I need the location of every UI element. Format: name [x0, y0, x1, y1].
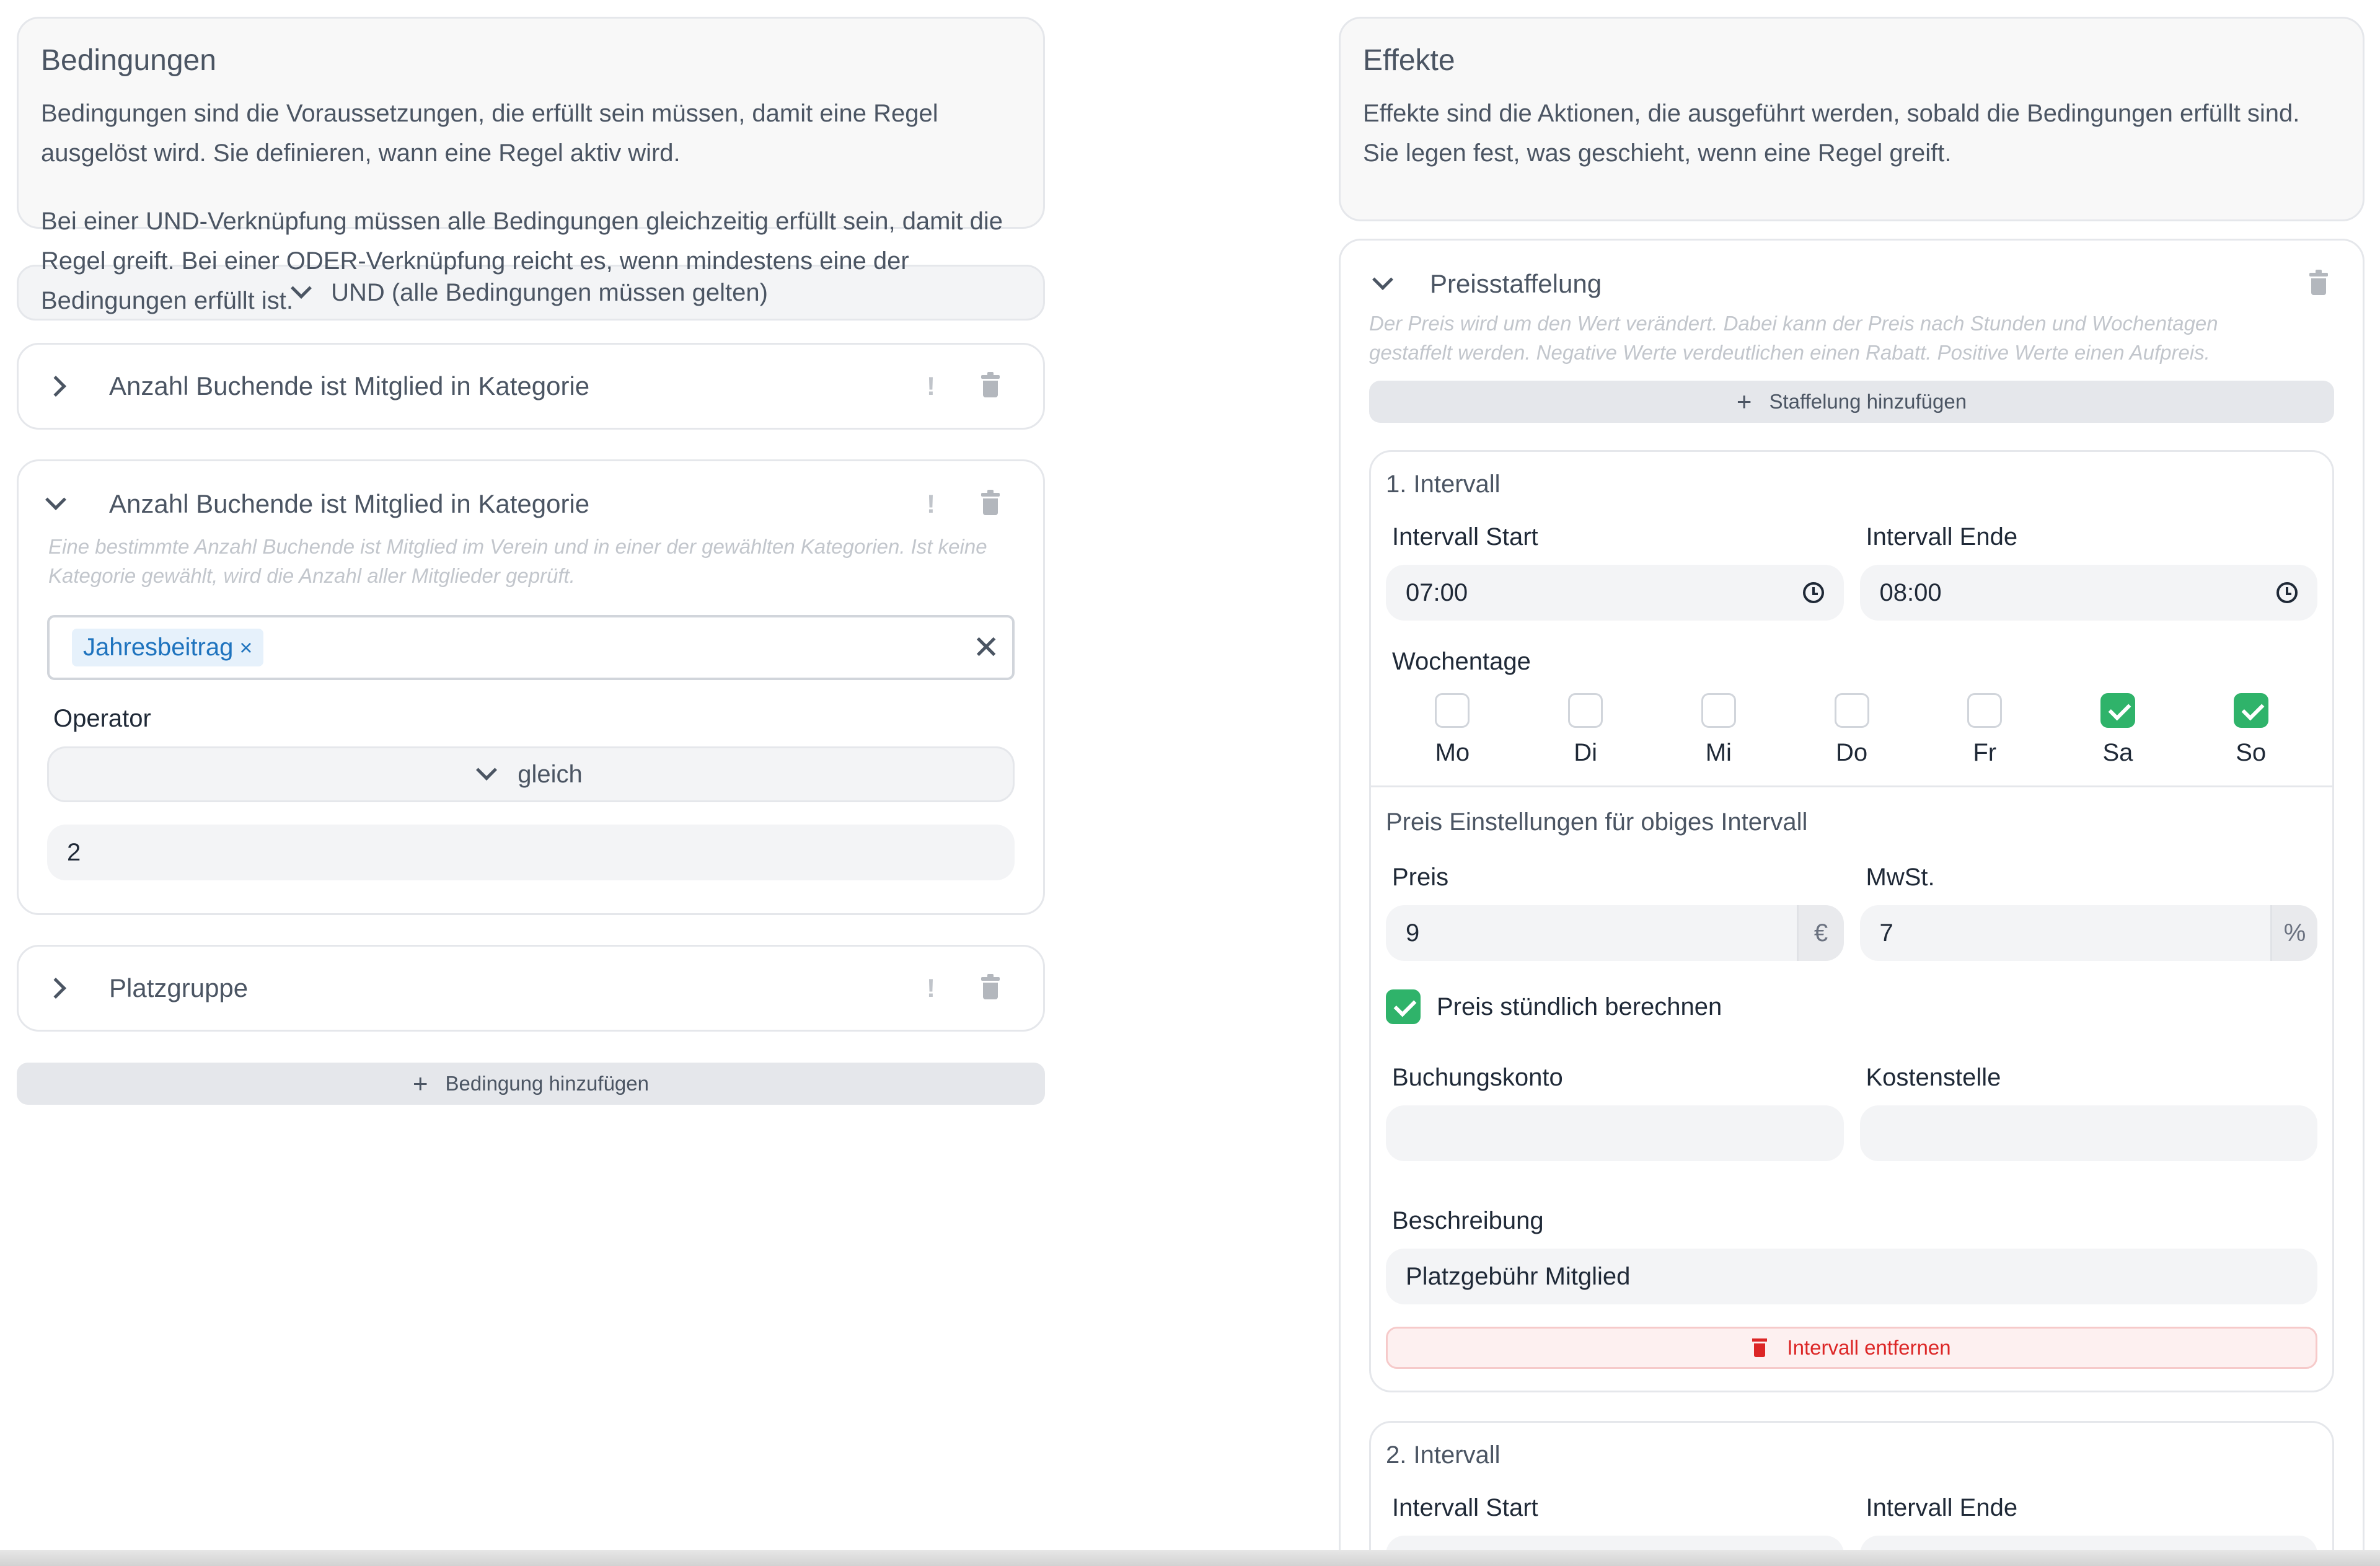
hourly-checkbox[interactable] — [1386, 989, 1421, 1024]
add-scaling-label: Staffelung hinzufügen — [1769, 390, 1967, 413]
effects-title: Effekte — [1363, 44, 1455, 77]
weekday-checkbox[interactable] — [1967, 693, 2002, 728]
account-input[interactable] — [1386, 1105, 1844, 1161]
vat-value: 7 — [1879, 919, 1893, 947]
condition-item — [17, 945, 1045, 1032]
condition-title: Anzahl Buchende ist Mitglied in Kategorie — [109, 371, 590, 400]
weekday-sa[interactable] — [2052, 693, 2185, 767]
close-icon[interactable]: ✕ — [972, 629, 1000, 666]
chevron-right-icon[interactable] — [45, 978, 66, 999]
interval-start-label: Intervall Start — [1392, 523, 1538, 551]
price-input[interactable] — [1386, 905, 1844, 961]
weekday-label: So — [2236, 739, 2267, 766]
weekdays-label: Wochentage — [1392, 648, 1531, 675]
weekday-checkbox-checked[interactable] — [2234, 693, 2268, 728]
plus-icon: + — [413, 1069, 428, 1098]
remove-interval-button[interactable] — [1386, 1327, 2317, 1369]
interval-card — [1369, 450, 2334, 1392]
chevron-down-icon[interactable] — [1372, 269, 1393, 290]
operator-label: Operator — [53, 705, 151, 732]
condition-title: Platzgruppe — [109, 973, 249, 1002]
trash-icon[interactable] — [2309, 273, 2328, 295]
interval-start-input[interactable] — [1386, 565, 1844, 621]
logic-selector-label: UND (alle Bedingungen müssen gelten) — [331, 278, 768, 306]
weekday-checkbox[interactable] — [1568, 693, 1603, 728]
effects-column — [1339, 0, 2365, 1550]
interval-title: 2. Intervall — [1386, 1441, 1501, 1469]
conditions-paragraph-2: Bei einer UND-Verknüpfung müssen alle Bedingungen gleichzeitig erfüllt sein, damit die Regel greift. Bei einer ODER-Verknüpfung reicht es, wenn mindestens eine der Bedingungen erfüllt ist. — [41, 208, 1003, 314]
weekday-di[interactable] — [1519, 693, 1652, 767]
weekday-label: Mo — [1435, 739, 1470, 766]
price-label: Preis — [1392, 864, 1449, 891]
weekday-checkbox-checked[interactable] — [2100, 693, 2135, 728]
interval-end-label: Intervall Ende — [1866, 523, 2018, 551]
description-value: Platzgebühr Mitglied — [1406, 1262, 1631, 1290]
condition-header[interactable] — [19, 345, 1043, 428]
add-condition-label: Bedingung hinzufügen — [445, 1072, 649, 1095]
weekday-label: Fr — [1973, 739, 1997, 766]
weekday-label: Do — [1835, 739, 1868, 766]
cost-center-input[interactable] — [1860, 1105, 2318, 1161]
interval-end-label: Intervall Ende — [1866, 1494, 2018, 1521]
conditions-column — [17, 0, 1045, 1105]
price-settings-title: Preis Einstellungen für obiges Intervall — [1386, 808, 1808, 836]
add-scaling-button[interactable] — [1369, 381, 2334, 423]
effects-info-card — [1339, 17, 2365, 221]
category-tag-input[interactable] — [47, 615, 1015, 680]
warning-icon: ! — [927, 371, 935, 400]
condition-description: Eine bestimmte Anzahl Buchende ist Mitglied im Verein und in einer der gewählten Kategorien. Ist keine Kategorie gewählt, wird die Anzahl aller Mitglieder geprüft. — [48, 535, 987, 587]
weekday-label: Sa — [2102, 739, 2133, 766]
condition-header[interactable] — [19, 947, 1043, 1030]
vat-label: MwSt. — [1866, 864, 1935, 891]
vat-unit: % — [2270, 905, 2317, 961]
weekday-so[interactable] — [2184, 693, 2317, 767]
condition-value-input[interactable] — [47, 825, 1015, 880]
conditions-title: Bedingungen — [41, 44, 216, 77]
window-bottom-edge — [0, 1550, 2380, 1566]
remove-interval-label: Intervall entfernen — [1787, 1336, 1951, 1359]
clock-icon[interactable] — [1803, 582, 1824, 603]
trash-icon[interactable] — [981, 493, 1000, 515]
chevron-down-icon[interactable] — [45, 489, 66, 510]
clock-icon[interactable] — [2276, 582, 2298, 603]
weekday-do[interactable] — [1785, 693, 1918, 767]
weekday-checkbox[interactable] — [1701, 693, 1736, 728]
condition-item — [17, 343, 1045, 430]
category-tag[interactable]: Jahresbeitrag × — [72, 629, 263, 666]
weekday-checkbox[interactable] — [1835, 693, 1869, 728]
price-scaling-title: Preisstaffelung — [1430, 269, 1602, 298]
weekday-fr[interactable] — [1918, 693, 2052, 767]
description-input[interactable] — [1386, 1249, 2317, 1304]
weekday-mo[interactable] — [1386, 693, 1519, 767]
weekday-checkbox[interactable] — [1435, 693, 1470, 728]
chevron-down-icon — [476, 759, 497, 781]
interval-end-input[interactable] — [1860, 1536, 2318, 1550]
price-unit: € — [1797, 905, 1844, 961]
interval-title: 1. Intervall — [1386, 471, 1501, 498]
trash-icon[interactable] — [981, 375, 1000, 397]
condition-value: 2 — [67, 838, 81, 866]
weekday-mi[interactable] — [1652, 693, 1785, 767]
plus-icon: + — [1736, 387, 1752, 416]
weekday-checkboxes — [1371, 693, 2332, 767]
trash-icon[interactable] — [981, 977, 1000, 999]
interval-end-input[interactable] — [1860, 565, 2318, 621]
warning-icon: ! — [927, 489, 935, 518]
price-value: 9 — [1406, 919, 1420, 947]
condition-header[interactable] — [19, 461, 1043, 543]
warning-icon: ! — [927, 973, 935, 1002]
interval-start-input[interactable] — [1386, 1536, 1844, 1550]
interval-card — [1369, 1421, 2334, 1550]
hourly-checkbox-row[interactable] — [1371, 989, 2332, 1024]
add-condition-button[interactable] — [17, 1063, 1045, 1105]
hourly-label: Preis stündlich berechnen — [1437, 993, 1722, 1020]
effects-paragraph: Effekte sind die Aktionen, die ausgeführt werden, sobald die Bedingungen erfüllt sind. Sie legen fest, was geschieht, wenn eine Regel greift. — [1363, 100, 2300, 167]
chevron-right-icon[interactable] — [45, 376, 66, 397]
condition-item-expanded — [17, 459, 1045, 915]
interval-start-value: 07:00 — [1406, 578, 1468, 606]
weekday-label: Di — [1574, 739, 1597, 766]
conditions-paragraph-1: Bedingungen sind die Voraussetzungen, die erfüllt sein müssen, damit eine Regel ausgelöst wird. Sie definieren, wann eine Regel aktiv wird. — [41, 100, 938, 167]
operator-value: gleich — [518, 760, 583, 788]
tag-remove-icon: × — [239, 635, 253, 660]
operator-select[interactable] — [47, 746, 1015, 802]
weekday-label: Mi — [1705, 739, 1732, 766]
interval-end-value: 08:00 — [1879, 578, 1942, 606]
description-label: Beschreibung — [1392, 1207, 1544, 1234]
trash-icon — [1752, 1338, 1767, 1357]
price-scaling-description: Der Preis wird um den Wert verändert. Dabei kann der Preis nach Stunden und Wochentagen gestaffelt werden. Negative Werte verdeutlichen einen Rabatt. Positive Werte einen Aufpreis. — [1369, 312, 2218, 364]
vat-input[interactable] — [1860, 905, 2318, 961]
account-label: Buchungskonto — [1392, 1064, 1563, 1091]
cost-center-label: Kostenstelle — [1866, 1064, 2001, 1091]
interval-start-label: Intervall Start — [1392, 1494, 1538, 1521]
condition-title: Anzahl Buchende ist Mitglied in Kategorie — [109, 489, 590, 518]
price-scaling-card — [1339, 239, 2365, 1550]
